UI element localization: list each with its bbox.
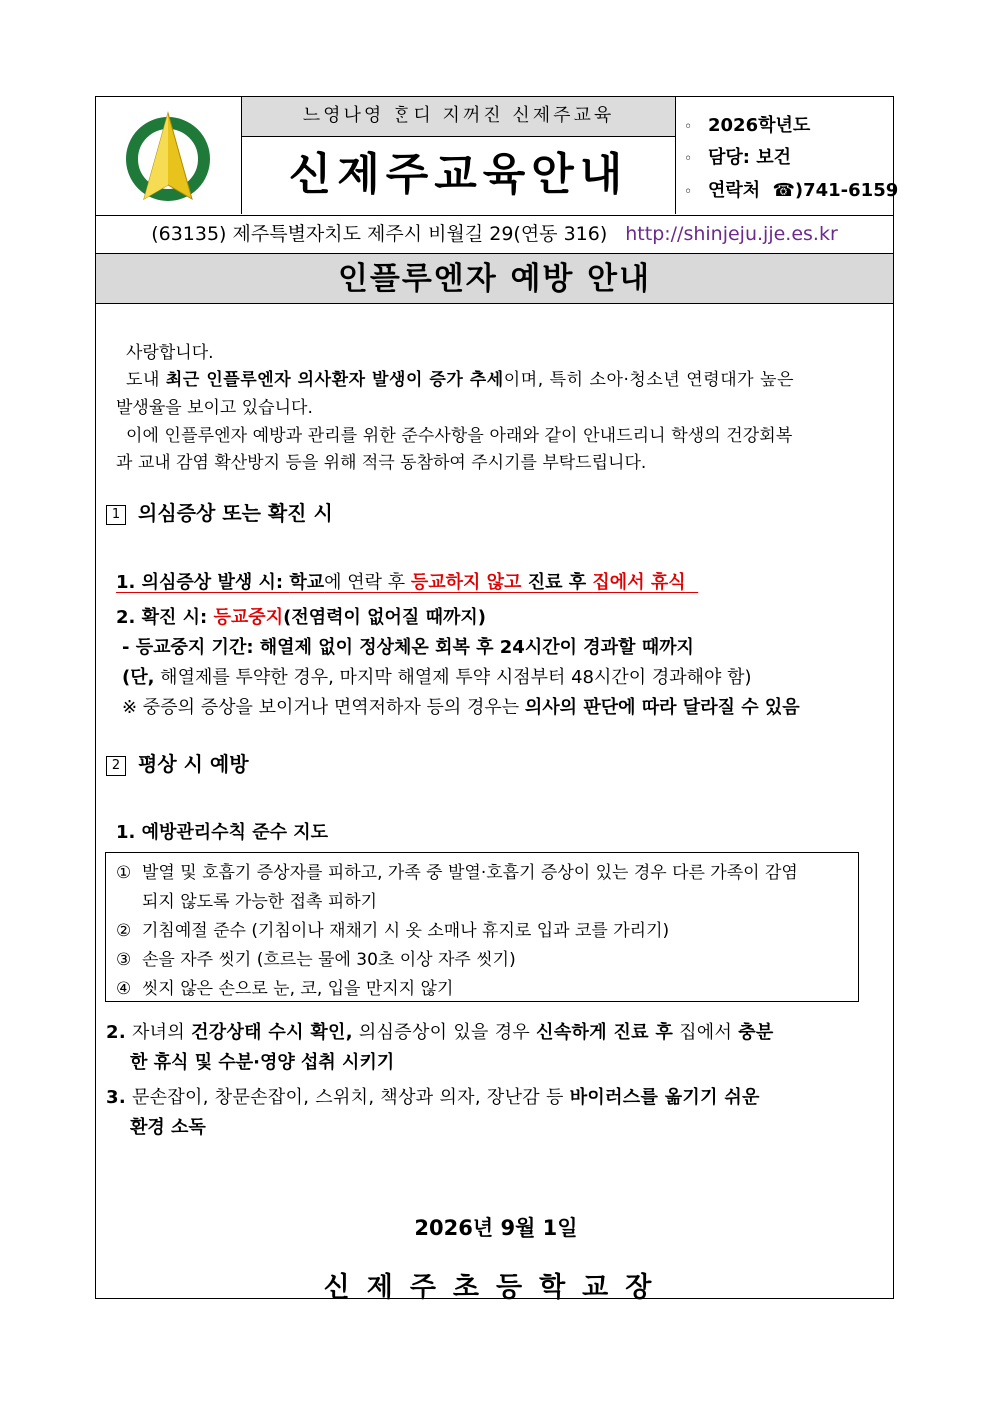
document-title: 인플루엔자 예방 안내 (96, 254, 893, 304)
section-2-heading: 2 평상 시 예방 (106, 748, 249, 777)
section-1-heading: 1 의심증상 또는 확진 시 (106, 497, 333, 526)
slogan: 느영나영 ᄒᆞᆫ디 지꺼진 신제주교육 (242, 97, 675, 137)
intro-line-2: 도내 최근 인플루엔자 의사환자 발생이 증가 추세이며, 특히 소아·청소년 연령대가 높은 (126, 370, 795, 390)
rule-item: ④ 씻지 않은 손으로 눈, 코, 입을 만지지 않기 (116, 979, 454, 999)
newsletter-title: 신제주교육안내 (288, 149, 629, 200)
rule-item: ② 기침예절 준수 (기침이나 재채기 시 옷 소매나 휴지로 입과 코를 가리기) (116, 921, 670, 941)
s2-item-3-cont: 환경 소독 (130, 1117, 206, 1138)
s1-item-2-note: (단, 해열제를 투약한 경우, 마지막 해열제 투약 시점부터 48시간이 경과해야 함) (122, 667, 752, 688)
rule-item: ③ 손을 자주 씻기 (흐르는 물에 30초 이상 자주 씻기) (116, 950, 516, 970)
s1-item-2-reference: ※ 중증의 증상을 보이거나 면역저하자 등의 경우는 의사의 판단에 따라 달라질 수 있음 (122, 697, 800, 718)
info-charge: ◦ 담당: 보건 (684, 147, 792, 168)
prevention-rules-box (105, 852, 859, 1002)
logo-cell (96, 97, 242, 214)
phone-number: ☎)741-6159 (772, 180, 899, 201)
title-cell (242, 97, 676, 214)
intro-line-3: 발생율을 보이고 있습니다. (116, 398, 313, 418)
principal-signature: 신제주초등학교장 (323, 1272, 669, 1303)
issue-date: 2026년 9월 1일 (414, 1216, 578, 1240)
s2-item-2-cont: 한 휴식 및 수분·영양 섭취 시키기 (130, 1052, 395, 1073)
s1-item-2-period: - 등교중지 기간: 해열제 없이 정상체온 회복 후 24시간이 경과할 때까지 (122, 637, 694, 658)
rule-item: 되지 않도록 가능한 접촉 피하기 (142, 892, 378, 912)
info-cell (676, 97, 899, 214)
s1-item-1: 1. 의심증상 발생 시: 학교에 연락 후 등교하지 않고 진료 후 집에서 휴식 (116, 572, 686, 593)
section-number-box: 2 (106, 756, 126, 776)
address-bar (96, 216, 893, 254)
intro-line-5: 과 교내 감염 확산방지 등을 위해 적극 동참하여 주시기를 부탁드립니다. (116, 453, 647, 473)
rule-item: ① 발열 및 호흡기 증상자를 피하고, 가족 중 발열·호흡기 증상이 있는 경우 다른 가족이 감염 (116, 863, 798, 883)
s2-item-1: 1. 예방관리수칙 준수 지도 (116, 822, 329, 843)
s2-item-2: 2. 자녀의 건강상태 수시 확인, 의심증상이 있을 경우 신속하게 진료 후 집에서 충분 (106, 1022, 774, 1043)
intro-line-4: 이에 인플루엔자 예방과 관리를 위한 준수사항을 아래와 같이 안내드리니 학생의 건강회복 (126, 426, 793, 446)
info-year: ◦ 2026학년도 (684, 115, 811, 136)
s1-item-2: 2. 확진 시: 등교중지(전염력이 없어질 때까지) (116, 607, 486, 628)
s2-item-3: 3. 문손잡이, 창문손잡이, 스위치, 책상과 의자, 장난감 등 바이러스를 옮기기 쉬운 (106, 1087, 760, 1108)
section-number-box: 1 (106, 505, 126, 525)
letterhead (96, 97, 899, 216)
info-contact: ◦ 연락처 ☎)741-6159 (684, 180, 899, 201)
education-office-logo-icon (120, 111, 216, 203)
intro-greeting: 사랑합니다. (126, 343, 214, 363)
school-address: (63135) 제주특별자치도 제주시 비월길 29(연동 316) (151, 223, 608, 245)
school-url-link[interactable]: http://shinjeju.jje.es.kr (625, 223, 838, 245)
